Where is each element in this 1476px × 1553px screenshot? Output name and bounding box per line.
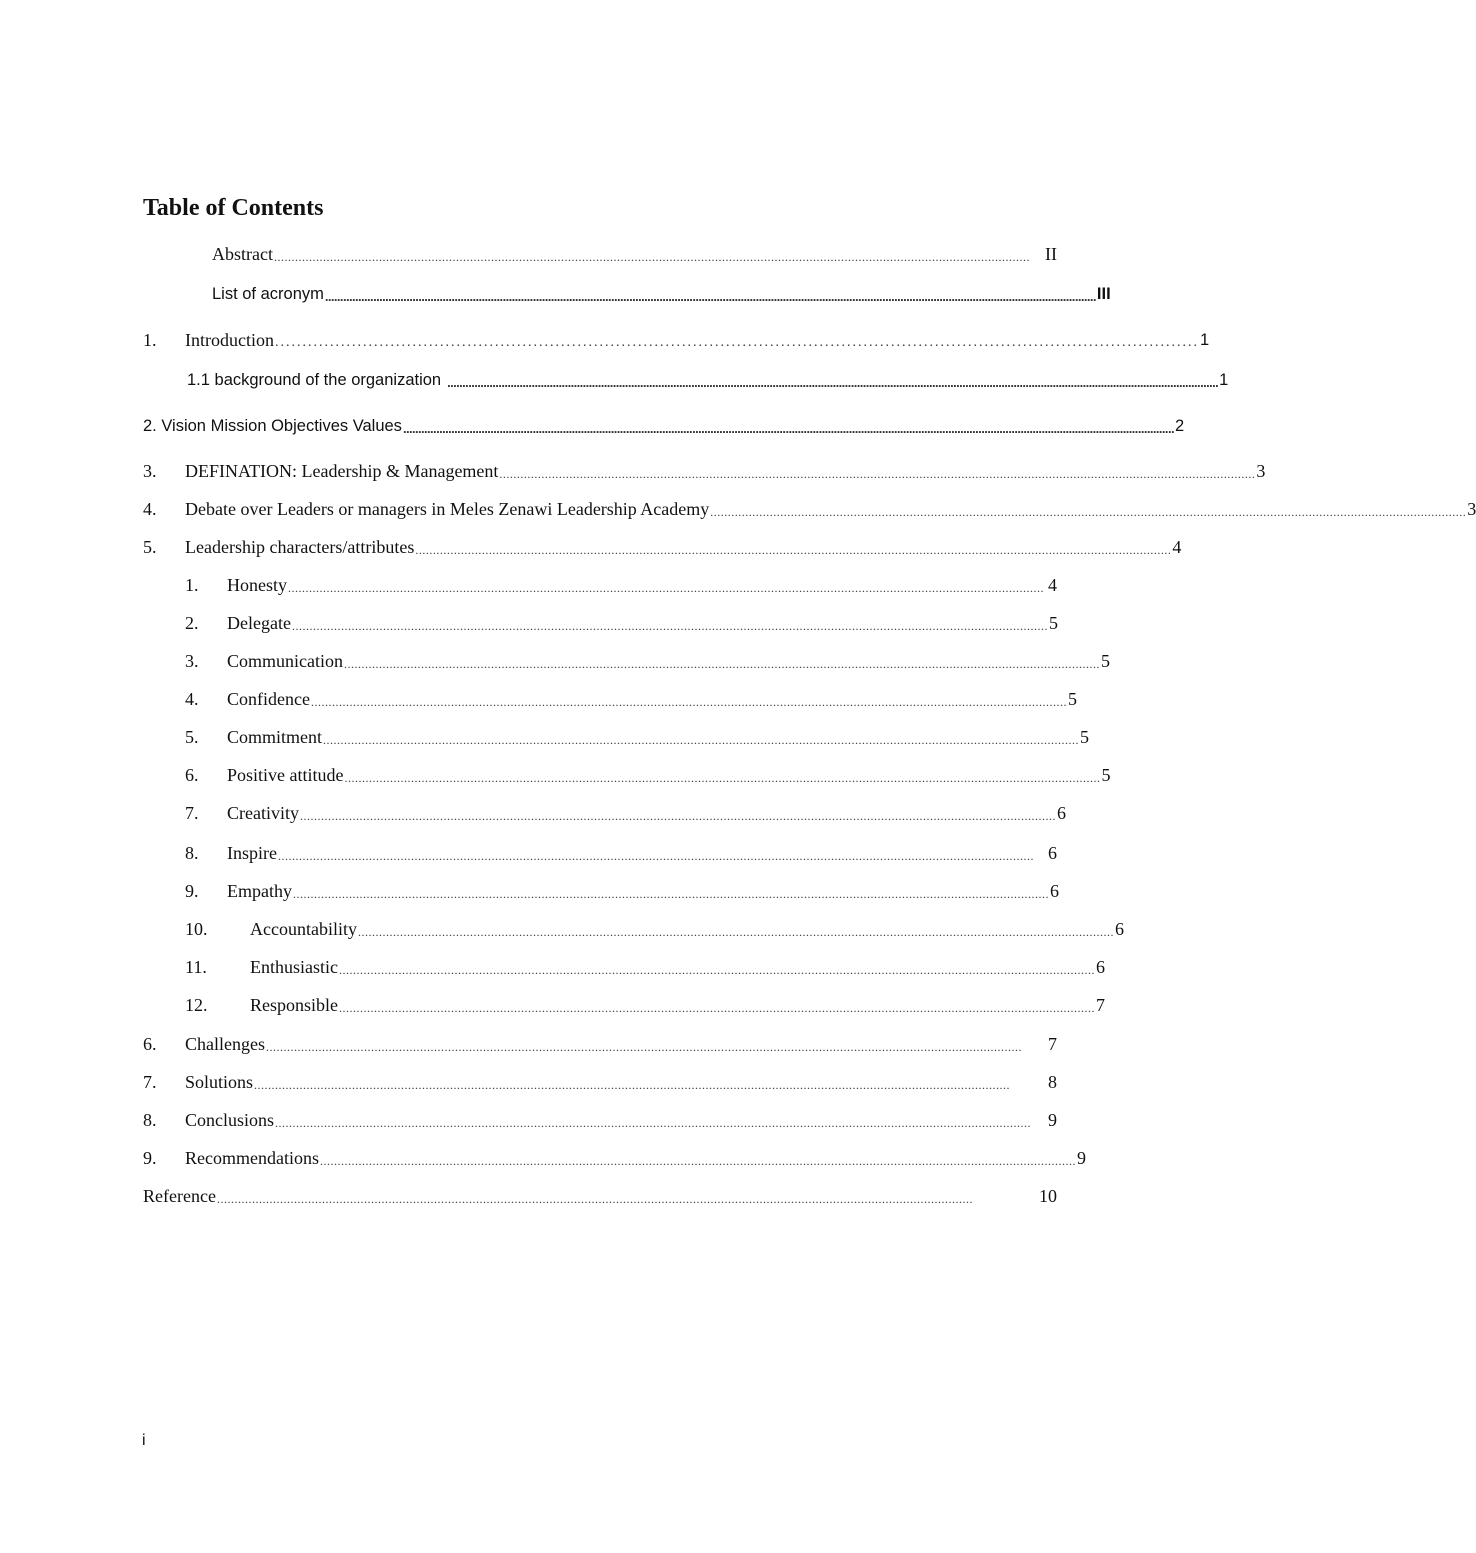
toc-entry-page: 1: [1199, 331, 1210, 349]
toc-entry-page: 3: [1256, 461, 1266, 481]
toc-entry-page: 8: [1048, 1072, 1057, 1092]
toc-entry-page: 4: [1172, 537, 1182, 557]
toc-entry-number: 7.: [185, 803, 199, 823]
toc-entry-text: Responsible: [250, 995, 338, 1015]
toc-entry-list-of-acronym[interactable]: [212, 281, 1111, 305]
dot-leader: ........................................................................................................................................................................................................................: [339, 1001, 1095, 1015]
toc-entry-vision-mission[interactable]: [143, 413, 1185, 437]
toc-entry-number: 1.: [185, 575, 199, 595]
toc-entry-number: 8.: [143, 1110, 157, 1130]
toc-entry-page: 4: [1048, 575, 1057, 595]
dot-leader: ........................................................................................................................................................................................................................: [275, 1116, 1032, 1130]
dot-leader: ................................................................................................................................................................................................................................................................: [324, 289, 1096, 304]
toc-entry-text: Delegate: [227, 613, 291, 633]
toc-entry-text: Leadership characters/attributes: [185, 537, 415, 557]
toc-entry-page: 9: [1076, 1148, 1086, 1168]
toc-entry-empathy[interactable]: [185, 878, 1057, 902]
toc-entry-communication[interactable]: [185, 648, 1110, 672]
toc-entry-reference[interactable]: [143, 1183, 1057, 1207]
dot-leader: ........................................................................................................................................................................................................................: [288, 581, 1044, 595]
toc-entry-text: Inspire: [227, 843, 277, 863]
toc-entry-page: 9: [1048, 1110, 1057, 1130]
toc-entry-text: Communication: [227, 651, 343, 671]
toc-entry-number: 4.: [185, 689, 199, 709]
toc-entry-number: 1.: [143, 330, 157, 350]
toc-entry-commitment[interactable]: [185, 724, 1090, 748]
toc-entry-page: 5: [1101, 765, 1111, 785]
toc-entry-text: Honesty: [227, 575, 287, 595]
toc-entry-page: III: [1096, 285, 1111, 303]
toc-entry-number: 10.: [185, 919, 208, 939]
dot-leader: ........................................................................................................................................................................................................................: [344, 771, 1101, 785]
toc-entry-number: 2.: [185, 613, 199, 633]
toc-entry-page: 5: [1080, 727, 1090, 747]
toc-entry-page: 6: [1050, 881, 1059, 901]
dot-leader: ........................................................................................................................................................................................................................: [415, 543, 1172, 557]
toc-entry-leadership-characters[interactable]: [143, 534, 1182, 558]
toc-entry-text: Abstract: [212, 244, 273, 264]
dot-leader: ........................................................................................................................................................................................................................: [499, 467, 1256, 481]
dot-leader: ........................................................................................................................................................................................................................: [310, 695, 1067, 709]
toc-entry-page: 6: [1048, 843, 1057, 863]
toc-entry-text: DEFINATION: Leadership & Management: [185, 461, 499, 481]
toc-entry-text: Introduction: [185, 330, 274, 350]
toc-entry-challenges[interactable]: [143, 1031, 1057, 1055]
toc-entry-page: 6: [1114, 919, 1124, 939]
dot-leader: ........................................................................................................................................................................................................................: [319, 1154, 1076, 1168]
toc-entry-page: II: [1045, 244, 1057, 264]
dot-leader: ........................................................................................................................................................................: [274, 335, 1199, 350]
dot-leader: ........................................................................................................................................................................................................................: [299, 809, 1056, 823]
dot-leader: ........................................................................................................................................................................................................................: [339, 963, 1095, 977]
toc-entry-number: 9.: [185, 881, 199, 901]
toc-entry-text: Debate over Leaders or managers in Meles Zenawi Leadership Academy: [185, 499, 710, 519]
toc-entry-number: 7.: [143, 1072, 157, 1092]
toc-entry-number: 5.: [185, 727, 199, 747]
toc-entry-text: 2. Vision Mission Objectives Values: [143, 417, 402, 435]
toc-entry-number: 8.: [185, 843, 199, 863]
footer-page-number: i: [142, 1432, 146, 1449]
toc-entry-text: Recommendations: [185, 1148, 319, 1168]
dot-leader: ........................................................................................................................................................................................................................: [216, 1192, 973, 1206]
toc-entry-creativity[interactable]: [185, 800, 1066, 824]
dot-leader: ........................................................................................................................................................................................................................: [344, 657, 1100, 671]
toc-entry-number: 11.: [185, 957, 207, 977]
dot-leader: ........................................................................................................................................................................................................................: [273, 250, 1030, 264]
toc-entry-text: Confidence: [227, 689, 310, 709]
toc-entry-page: 2: [1174, 417, 1185, 435]
toc-entry-defination[interactable]: [143, 458, 1266, 482]
dot-leader: ........................................................................................................................................................................................................................: [710, 505, 1467, 519]
toc-entry-text: Empathy: [227, 881, 292, 901]
toc-entry-text: Creativity: [227, 803, 299, 823]
toc-entry-number: 4.: [143, 499, 157, 519]
toc-entry-page: 3: [1467, 499, 1476, 519]
toc-entry-page: 6: [1056, 803, 1066, 823]
toc-entry-text: List of acronym: [212, 285, 324, 303]
toc-entry-debate[interactable]: [143, 496, 1476, 520]
toc-entry-confidence[interactable]: [185, 686, 1077, 710]
toc-entry-text: Positive attitude: [227, 765, 344, 785]
dot-leader: ................................................................................................................................................................................................................................................................: [447, 375, 1219, 390]
dot-leader: ........................................................................................................................................................................................................................: [291, 619, 1048, 633]
toc-entry-number: 6.: [185, 765, 199, 785]
toc-entry-number: 3.: [143, 461, 157, 481]
toc-entry-text: Solutions: [185, 1072, 254, 1092]
toc-entry-text: Accountability: [250, 919, 357, 939]
toc-entry-positive-attitude[interactable]: [185, 762, 1111, 786]
toc-entry-text: Enthusiastic: [250, 957, 338, 977]
dot-leader: ........................................................................................................................................................................................................................: [254, 1078, 1011, 1092]
dot-leader: ........................................................................................................................................................................................................................: [265, 1040, 1022, 1054]
toc-entry-background[interactable]: [187, 367, 1229, 391]
toc-entry-solutions[interactable]: [143, 1069, 1057, 1093]
toc-entry-page: 5: [1067, 689, 1077, 709]
toc-entry-enthusiastic[interactable]: [185, 954, 1105, 978]
dot-leader: ........................................................................................................................................................................................................................: [357, 925, 1114, 939]
toc-entry-page: 5: [1101, 651, 1110, 671]
page-title: Table of Contents: [143, 195, 324, 221]
dot-leader: ........................................................................................................................................................................................................................: [323, 733, 1080, 747]
dot-leader: ........................................................................................................................................................................................................................: [293, 887, 1049, 901]
toc-entry-number: 6.: [143, 1034, 157, 1054]
toc-entry-page: 6: [1096, 957, 1105, 977]
toc-entry-responsible[interactable]: [185, 992, 1105, 1016]
toc-entry-delegate[interactable]: [185, 610, 1057, 634]
toc-entry-page: 1: [1219, 371, 1229, 389]
toc-entry-text: 1.1 background of the organization: [187, 371, 442, 389]
toc-entry-text: Challenges: [185, 1034, 265, 1054]
dot-leader: ................................................................................................................................................................................................................................................................: [402, 421, 1174, 436]
toc-entry-accountability[interactable]: [185, 916, 1124, 940]
toc-entry-inspire[interactable]: [185, 840, 1057, 864]
toc-entry-page: 5: [1048, 613, 1058, 633]
toc-entry-page: 7: [1048, 1034, 1057, 1054]
toc-entry-page: 7: [1096, 995, 1105, 1015]
toc-entry-text: Conclusions: [185, 1110, 275, 1130]
toc-entry-number: 12.: [185, 995, 208, 1015]
toc-entry-recommendations[interactable]: [143, 1145, 1086, 1169]
toc-entry-text: Commitment: [227, 727, 323, 747]
toc-entry-page: 10: [1039, 1186, 1057, 1206]
toc-entry-conclusions[interactable]: [143, 1107, 1057, 1131]
toc-entry-introduction[interactable]: [143, 327, 1210, 351]
toc-entry-number: 3.: [185, 651, 199, 671]
toc-entry-number: 5.: [143, 537, 157, 557]
dot-leader: ........................................................................................................................................................................................................................: [277, 849, 1034, 863]
toc-entry-honesty[interactable]: [185, 572, 1057, 596]
toc-entry-abstract[interactable]: [212, 241, 1057, 265]
toc-entry-text: Reference: [143, 1186, 216, 1206]
toc-entry-number: 9.: [143, 1148, 157, 1168]
